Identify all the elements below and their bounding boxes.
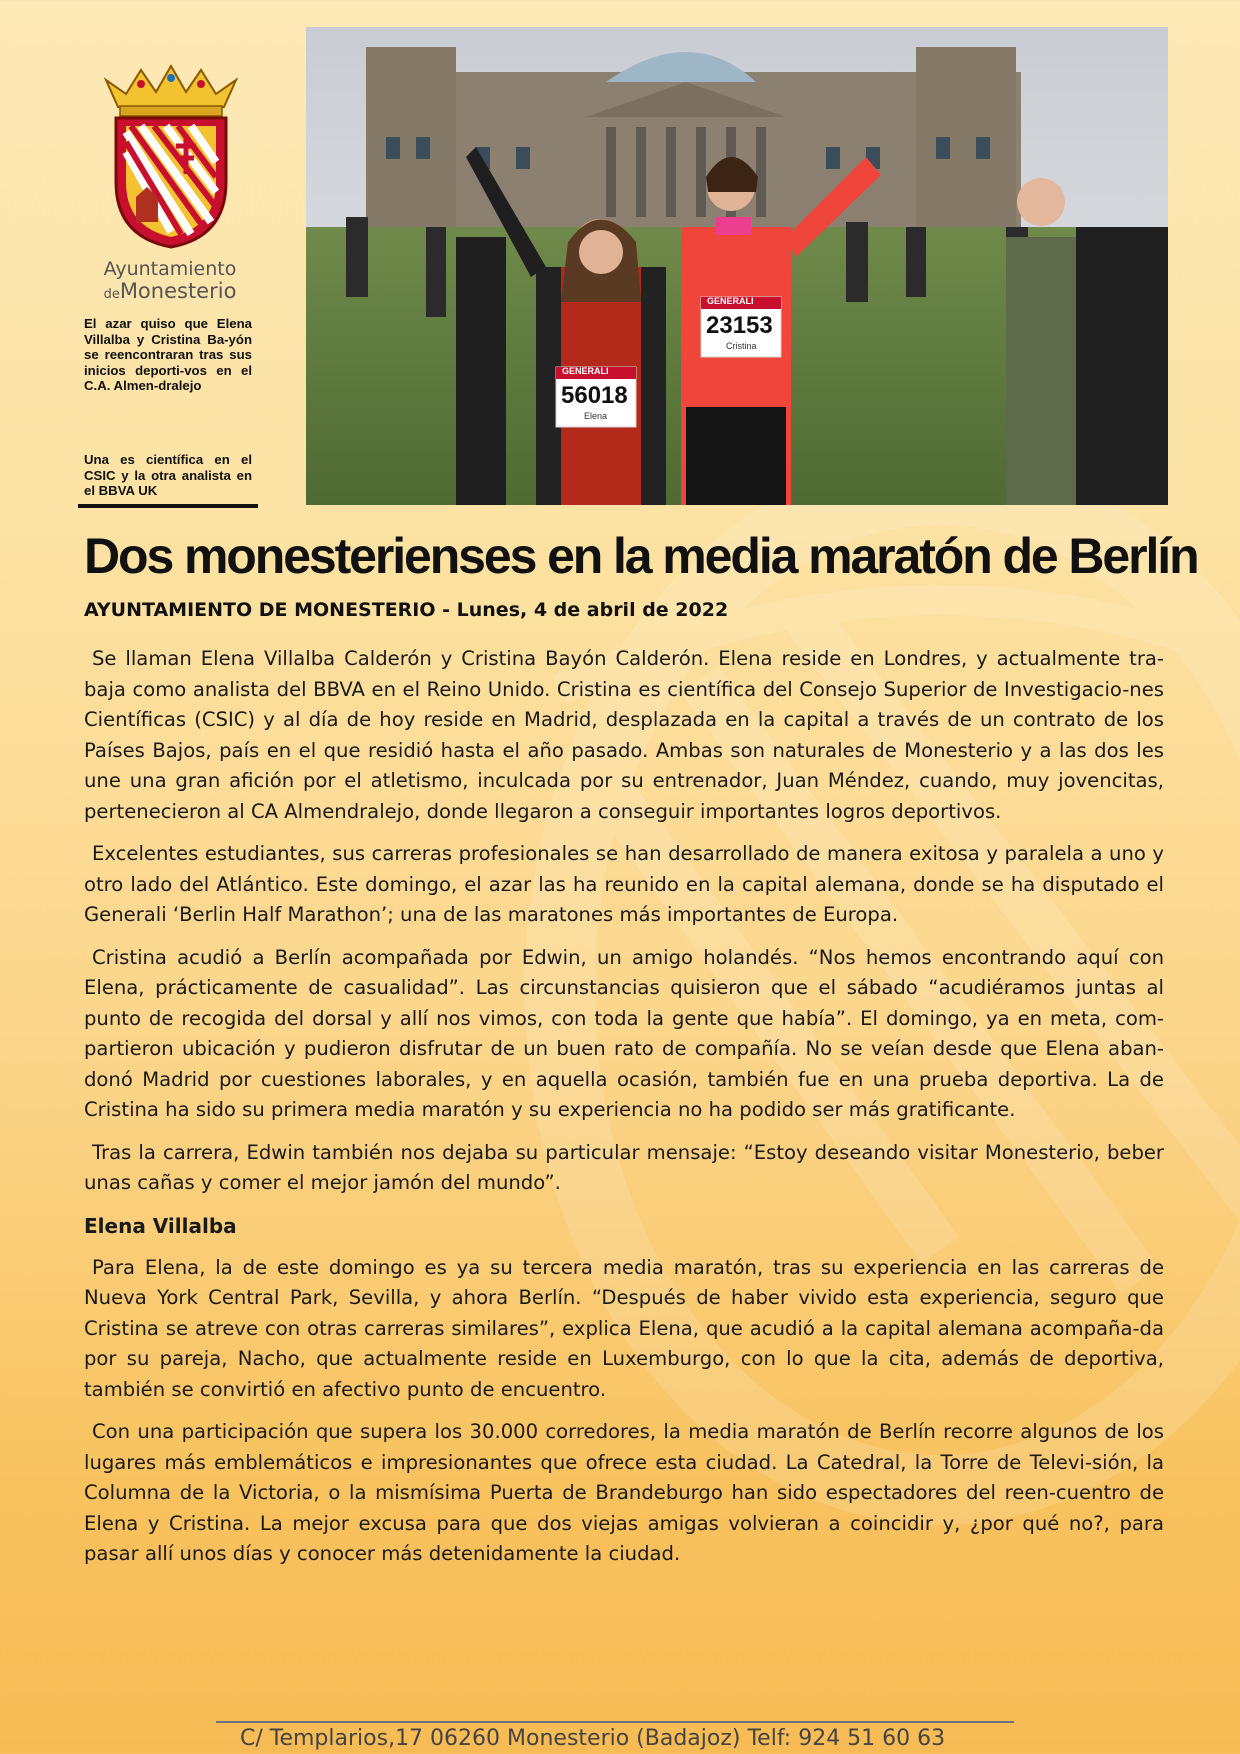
logo-line-2-prefix: de <box>103 287 120 302</box>
footer-address: C/ Templarios,17 06260 Monesterio (Badajoz) Telf: 924 51 60 63 <box>240 1726 946 1751</box>
bib-sponsor-2: GENERALI <box>707 296 754 306</box>
article-paragraph: Para Elena, la de este domingo es ya su tercera media maratón, tras su experiencia en las carreras de Nueva York Central Park, Sevilla, y ahora Berlín. “Después de haber vivido esta experiencia, seguro que Cristina se atreve con otras carreras similares”, explica Elena, que acudió a la capital alemana acompaña-da por su pareja, Nacho, que actualmente reside en Luxemburgo, con lo que la cita, además de deportiva, también se convirtió en afectivo punto de encuentro. <box>84 1255 1164 1401</box>
sidebar-divider <box>78 504 258 508</box>
footer-divider <box>216 1721 1014 1723</box>
municipal-logo-text <box>80 258 260 306</box>
article-body <box>84 644 1164 1582</box>
article-subheading: Elena Villalba <box>84 1213 237 1238</box>
article-paragraph: Excelentes estudiantes, sus carreras profesionales se han desarrollado de manera exitosa y paralela a uno y otro lado del Atlántico. Este domingo, el azar las ha reunido en la capital alemana, donde se ha disputado el Generali ‘Berlin Half Marathon’; una de las maratones más importantes de Europa. <box>84 842 1164 926</box>
article-paragraph: Con una participación que supera los 30.000 corredores, la media maratón de Berlín recorre algunos de los lugares más emblemáticos e impresionantes que ofrece esta ciudad. La Catedral, la Torre de Televi-sión, la Columna de la Victoria, o la mismísima Puerta de Brandeburgo han sido espectadores del reen-cuentro de Elena y Cristina. La mejor excusa para que dos viejas amigas volvieran a coincidir y, ¿por qué no?, para pasar allí unos días y conocer más detenidamente la ciudad. <box>84 1420 1164 1565</box>
logo-line-2-main: Monesterio <box>119 279 237 303</box>
article-headline: Dos monesterienses en la media maratón de Berlín <box>84 528 1198 584</box>
article-paragraph: Se llaman Elena Villalba Calderón y Cristina Bayón Calderón. Elena reside en Londres, y actualmente tra-baja como analista del BBVA en el Reino Unido. Cristina es científica del Consejo Superior de Investigacio-nes Científicas (CSIC) y al día de hoy reside en Madrid, desplazada en la capital a través de un contrato de los Países Bajos, país en el que residió hasta el año pasado. Ambas son naturales de Monesterio y a las dos les une una gran afición por el atletismo, inculcada por su entrenador, Juan Méndez, cuando, muy jovencitas, pertenecieron al CA Almendralejo, donde llegaron a conseguir importantes logros deportivos. <box>84 647 1164 823</box>
article-paragraph: Cristina acudió a Berlín acompañada por Edwin, un amigo holandés. “Nos hemos encontrando aquí con Elena, prácticamente de casualidad”. Las circunstancias quisieron que el sábado “acudiéramos juntas al punto de recogida del dorsal y allí nos vimos, con toda la gente que había”. El domingo, ya en meta, com-partieron ubicación y pudieron disfrutar de un buen rato de compañía. No se veían desde que Elena aban-donó Madrid por cuestiones laborales, y en aquella ocasión, también fue en una prueba deportiva. La de Cristina ha sido su primera media maratón y su experiencia no ha podido ser más gratificante. <box>84 945 1164 1121</box>
bib-number-elena: 56018 <box>561 382 628 409</box>
sidebar-note-2: Una es científica en el CSIC y la otra analista en el BBVA UK <box>84 452 252 498</box>
berlin-marathon-photo <box>306 27 1168 505</box>
bib-name-elena: Elena <box>584 411 608 421</box>
municipal-crest-logo <box>96 62 246 252</box>
article-byline: AYUNTAMIENTO DE MONESTERIO - Lunes, 4 de abril de 2022 <box>84 599 729 621</box>
logo-line-2 <box>80 280 260 306</box>
sidebar-note-1: El azar quiso que Elena Villalba y Cristina Ba-yón se reencontraran tras sus inicios deporti-vos en el C.A. Almen-dralejo <box>84 316 252 393</box>
bib-number-cristina: 23153 <box>706 312 773 339</box>
article-paragraph: Tras la carrera, Edwin también nos dejaba su particular mensaje: “Estoy deseando visitar Monesterio, beber unas cañas y comer el mejor jamón del mundo”. <box>84 1140 1164 1194</box>
bib-name-cristina: Cristina <box>726 341 757 351</box>
bib-sponsor-1: GENERALI <box>562 366 609 376</box>
logo-line-1: Ayuntamiento <box>103 258 237 280</box>
